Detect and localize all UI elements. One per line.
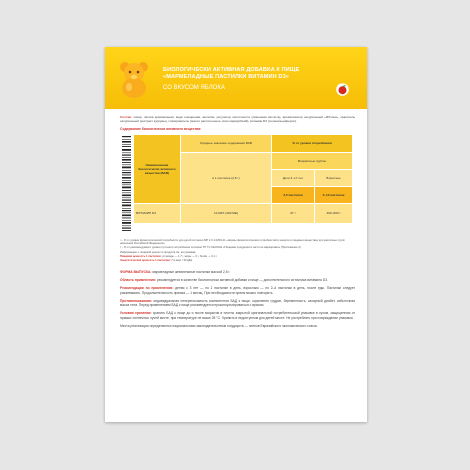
age-groups-cell: Возрастные группы [272, 152, 353, 169]
application-area-label: Область применения: [120, 277, 157, 282]
header-cell-name: Наименование биологически активного вещества (БАВ) [134, 134, 181, 203]
usage-paragraph [120, 286, 355, 295]
nutrition-value-label: Пищевая ценность 1 пастилки: [120, 254, 162, 258]
footnote-2: ² – % от рекомендуемого уровня суточного потребления согласно ТР ТС 022/2011 «Пищевая продукция в части ее маркировки» (Приложение 2). [120, 246, 302, 250]
vitamin-value-cell: 10 МКГ (400 МЕ) [181, 203, 272, 223]
application-area-text: рекомендуется в качестве биологически активной добавки к пище — дополнительного источника витамина D3. [156, 277, 328, 282]
header-cell-content: Среднее значение содержания БАВ [181, 134, 272, 152]
footnote-3: Информацию о пищевой ценности продукта см. на упаковке. [120, 250, 197, 254]
product-title [163, 67, 353, 81]
header-cell-percent: % от уровня потребления [272, 134, 353, 152]
release-form-label: ФОРМА ВЫПУСКА: [120, 269, 152, 274]
composition-text: сахар, патока крахмальная, вода очищенная, желатин, регулятор кислотности (лимонная кислота), ароматизатор натуральный «Яблоко», краситель натуральный (экстракт куркумы), глазирователь (масло растительное, воск карнаубский), витамин D3 (холекальциферол). [120, 115, 355, 124]
usage-text: детям с 3 лет — по 1 пастилке в день, взрослым — по 2–4 пастилки в день, после еды. Пастилки следует разжевывать. Продолжительность приема — 1 месяц. При необходимости прием можно повторить. [120, 285, 355, 295]
storage-paragraph [120, 311, 355, 320]
adults-dose-cell: 5–10 пастилок [315, 186, 353, 203]
application-area-paragraph [120, 278, 355, 283]
nutrition-value-text: углеводы — 1,7 г, жиры — 0 г, белки — 0,1 г. [162, 254, 218, 258]
composition-paragraph [120, 115, 355, 124]
apple-icon [336, 83, 349, 96]
footnote-1: ¹ – % от уровня физиологической потребности для детей согласно МР 2.3.1.0253-21 «Нормы физиологических потребностей в энергии и пищевых веществах для различных групп населения Российской Федерации». [120, 238, 345, 246]
product-title-line-2: «МАРМЕЛАДНЫЕ ПАСТИЛКИ ВИТАМИН D3» [163, 74, 289, 80]
leaflet [105, 47, 367, 422]
vitamin-name-cell: ВИТАМИН D3 [134, 203, 181, 223]
storage-label: Условия хранения: [120, 311, 152, 316]
release-form-paragraph [120, 270, 355, 275]
composition-label: Состав: [120, 115, 132, 119]
storage-text: хранить БАД к пище до и после вскрытия в плотно закрытой оригинальной потребительской упаковке в сухом, защищенном от прямых солнечных лучей месте, при температуре не выше 25 °С. Хранить в недоступном для детей месте. Не употреблять при повреждении упаковки. [120, 311, 355, 321]
energy-value-line [120, 259, 355, 263]
leaflet-body [120, 115, 355, 332]
energy-value-label: Энергетическая ценность 1 пастилки: [120, 258, 171, 262]
vitamin-kids-percent-cell: 67 ¹ [272, 203, 315, 223]
product-flavor: СО ВКУСОМ ЯБЛОКА [163, 85, 225, 91]
usage-label: Рекомендации по применению: [120, 285, 174, 290]
barcode-icon [122, 134, 131, 234]
leaflet-header [105, 47, 367, 109]
product-title-line-1: БИОЛОГИЧЕСКИ АКТИВНАЯ ДОБАВКА К ПИЩЕ [163, 67, 300, 73]
release-form-text: мармеладные жевательные пастилки массой 2,5 г. [152, 269, 231, 274]
table-header-row [134, 134, 353, 152]
contraindications-paragraph [120, 299, 355, 308]
nutrition-table [133, 134, 353, 224]
contraindications-label: Противопоказания: [120, 298, 152, 303]
adults-header-cell: Взрослые [315, 169, 353, 186]
contraindications-text: индивидуальная непереносимость компонентов БАД к пище, кормление грудью, беременность, сахарный диабет, избыточная масса тела. Перед применением БАД к пище рекомендуется проконсультироваться с врачом. [120, 298, 355, 308]
kids-header-cell: Дети 3–17 лет [272, 169, 315, 186]
gummy-bear-icon [117, 60, 151, 98]
nutrition-value-line [120, 255, 355, 259]
product-info-block [120, 270, 355, 329]
kids-dose-cell: 2,5 пастилки [272, 186, 315, 203]
sales-places-paragraph: Места реализации определяются национальным законодательством государств — членов Евразийского экономического союза. [120, 324, 318, 329]
nutrition-section-title: Содержание биологически активного вещества: [120, 126, 202, 131]
content-subheader-cell: в 1 пастилке (2,5 г) [181, 152, 272, 203]
vitamin-adults-percent-cell: 400–800 ² [315, 203, 353, 223]
table-footnotes [120, 239, 355, 263]
table-row-vitamin-d3 [134, 203, 353, 223]
energy-value-text: 7,2 ккал / 30 кДж. [171, 258, 193, 262]
